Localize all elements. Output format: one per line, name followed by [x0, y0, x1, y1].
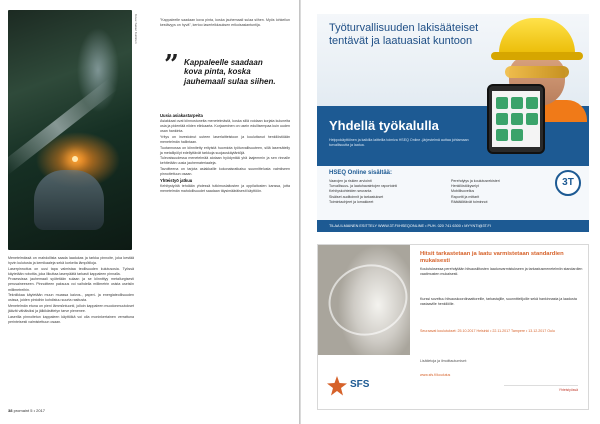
list-item: Henkilöstökyselyt: [451, 184, 479, 189]
phone-screen: [492, 91, 540, 147]
photo-caption-text: Kuva: Sakari Kuittinen: [134, 14, 138, 44]
app-tile: [496, 113, 508, 125]
pull-quote-text: Kappaleelle saadaan kova pinta, koska jauhemaali sulaa siihen.: [184, 58, 276, 86]
paragraph: Tuotannossa on kiinnitetty erityistä huomiota työturvallisuuteen, sillä lasersäteily ja metallipölyt edellyttävät tarkkoja suojauskäytäntöjä.: [160, 145, 290, 155]
paragraph: Laserpinnoitus on uusi tapa valmistaa teollisuuden kulutusosia. Työssä käytetään robottia, joka liikuttaa laserpäätä tarkasti kappaleen pinnalla.: [8, 266, 134, 276]
ad-body: Koulutuksessa perehdytään hitsausliitosten laadunvarmistukseen ja tarkastusmenetelmiin standardien vaatimusten mukaisesti.: [420, 267, 583, 276]
feature-list-title: HSEQ Online sisältää:: [329, 170, 393, 176]
safety-glasses: [505, 66, 569, 78]
weld-ring: [318, 253, 417, 346]
list-item: Toimintaohjeet ja lomakkeet: [329, 199, 374, 204]
sfs-logo-text: SFS: [350, 379, 370, 390]
paragraph: Tulevaisuudessa menetelmää aiotaan hyödyntää yhä laajemmin ja sen rinnalle kehitetään uusia jauhemateriaaleja.: [160, 156, 290, 166]
laser-spark: [72, 156, 78, 162]
app-tile: [511, 113, 523, 125]
welding-photo: [8, 10, 132, 250]
partner-label: Yhteistyössä: [504, 385, 578, 401]
ad-tagline: Yhdellä työkalulla: [329, 118, 439, 133]
app-tile: [511, 97, 523, 109]
left-page: [0, 0, 299, 424]
app-tile: [496, 129, 508, 141]
subheading: Yhteistyö jatkuu: [160, 178, 193, 184]
sfs-logo: [326, 373, 386, 403]
light-beam: [8, 78, 117, 175]
paragraph: Kehitystyötä tehdään yhdessä tutkimuslaitosten ja oppilaitosten kanssa, jotta menetelmän mahdollisuudet saadaan täysimääräisesti käyttöön.: [160, 184, 290, 194]
hard-hat-brim: [491, 52, 583, 60]
star-icon: [326, 375, 348, 397]
app-tile: [511, 129, 523, 141]
intro-text: "Kappaleelle saadaan kova pinta, koska jauhemaali sulaa siihen. Myös lohkeilun kestävyys on hyvä", kertoo laserleikkauksen erikoisasiantuntija.: [160, 18, 290, 28]
page-number: 38: [8, 408, 13, 413]
feature-list-column: [451, 179, 551, 205]
ad-title: Hitsit tarkastetaan ja laatu varmistetaan standardien mukaisesti: [420, 251, 564, 264]
issue-number: 5 • 2017: [30, 408, 46, 413]
feature-list-column: [329, 179, 429, 205]
ad-footer-link[interactable]: TILAA ILMAINEN ESITTELY WWW.3T.FI/HSEQONLINE • PUH. 020 741 6300 • MYYNTI@3T.FI: [317, 220, 589, 232]
app-tile: [526, 97, 538, 109]
hseq-advertisement[interactable]: [317, 14, 589, 232]
subheading: Uusia asiakastarpeita: [160, 113, 203, 118]
ad-subline: Helppokäyttöinen ja kaikilla laitteilla toimiva HSEQ Online -järjestelmä auttaa johtamaan turvallisuutta ja laatua.: [329, 138, 469, 147]
paragraph: Prosessissa jauhemaali syötetään sulaan ja se kiinnittyy metallurgisesti perusaineeseen. Pinnoitteen paksuus voi vaihdella millimetrin osista useisiin millimetreihin.: [8, 277, 134, 292]
list-item: Raportit ja mittarit: [451, 194, 480, 199]
list-item: Kehityskohteiden seuranta: [329, 189, 372, 194]
list-item: Perehdytys ja koulutusrekisteri: [451, 179, 500, 183]
list-item: Sisäiset auditoinnit ja tarkastukset: [329, 194, 384, 199]
course-dates: Seuraavat koulutukset: 25.10.2017 Helsinki • 22.11.2017 Tampere • 13.12.2017 Oulu: [420, 329, 555, 333]
list-item: Räätälöitävät toiminnot: [451, 199, 488, 204]
list-item: Turvallisuus- ja laatuhavaintojen raportointi: [329, 184, 398, 189]
info-label: Lisätietoja ja ilmoittautumiset:: [420, 359, 467, 363]
article-column-1: [8, 256, 134, 325]
photo-caption: [134, 14, 144, 84]
3t-logo: 3T: [555, 170, 581, 196]
paragraph: Laserilla pinnoitetun kappaleen käyttöikä voi olla moninkertainen verrattuna perinteisesti valmistettuun osaan.: [8, 314, 134, 324]
gloved-hand: [34, 170, 104, 230]
app-tile: [496, 97, 508, 109]
phone-icon: [487, 84, 545, 154]
list-item: Mobiilisovellus: [451, 189, 475, 194]
ad-headline: Työturvallisuuden lakisääteiset tentävät ja laatuasiat kuntoon: [329, 22, 479, 47]
paragraph: Yritys on investoinut uuteen laserlaitteistoon ja kouluttanut henkilöstöään menetelmän hallintaan.: [160, 134, 290, 144]
paragraph: Menetelmän etuna on pieni lämmöntuonti, jolloin kappaleen muodonmuutokset jäävät vähäisiksi ja jälkikäsittelyn tarve pienenee.: [8, 303, 134, 313]
article-column-2: [160, 112, 290, 195]
feature-list: [317, 166, 589, 220]
paragraph: Menetelmässä on mahdollista saada laadukas ja tarkka pinnoite, joka kestää hyvin kulutusta ja kemikaaleja sekä korkeita lämpötiloja.: [8, 256, 134, 266]
page-folio: [8, 408, 45, 413]
paragraph: Asiakkaat ovat kiinnostuneita menetelmästä, koska sillä voidaan korjata kuluneita osia ja pidentää niiden elinkaarta. Korjaaminen on usein edullisempaa kuin uuden osan hankinta.: [160, 119, 290, 134]
ad-body: Kurssi soveltuu hitsauskoordinaattoreille, tarkastajille, suunnittelijoille sekä hankinnasta ja laadusta vastaaville henkilöille.: [420, 297, 577, 306]
paragraph: Tavoitteena on tarjota asiakkaille kokonaisratkaisu suunnittelusta valmiiseen pinnoitettuun osaan.: [160, 166, 290, 177]
paragraph: Tekniikkaa käytetään muun muassa kaivos-, paperi- ja energiateollisuuden osissa, joiden pintoihin kohdistuu suurta rasitusta.: [8, 293, 134, 303]
weld-seam-photo: [318, 245, 410, 355]
sfs-advertisement[interactable]: [317, 244, 589, 410]
magazine-name: promaint: [13, 408, 30, 413]
quote-mark-icon: ”: [164, 50, 179, 80]
app-tile: [526, 113, 538, 125]
pull-quote: [164, 50, 280, 86]
info-link[interactable]: www.sfs.fi/koulutus: [420, 373, 451, 377]
list-item: Vaarojen ja riskien arviointi: [329, 179, 372, 183]
right-page: [301, 0, 600, 424]
